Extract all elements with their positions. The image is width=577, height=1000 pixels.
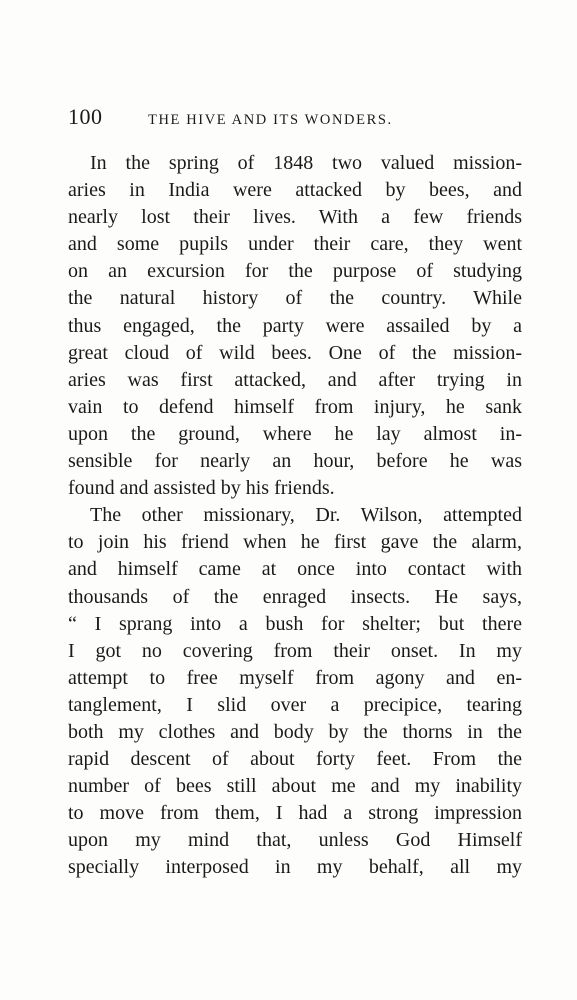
text-line: both my clothes and body by the thorns in the bbox=[68, 720, 522, 743]
body-text bbox=[68, 150, 522, 882]
text-line: to move from them, I had a strong impression bbox=[68, 802, 522, 825]
text-line: upon my mind that, unless God Himself bbox=[68, 829, 522, 852]
page-header bbox=[68, 104, 528, 134]
text-line: vain to defend himself from injury, he sank bbox=[68, 395, 522, 418]
text-line: found and assisted by his friends. bbox=[68, 477, 335, 500]
text-line: nearly lost their lives. With a few friends bbox=[68, 206, 522, 229]
running-head: THE HIVE AND ITS WONDERS. bbox=[148, 112, 393, 128]
paragraph-1 bbox=[68, 150, 522, 502]
text-line: aries in India were attacked by bees, and bbox=[68, 179, 522, 202]
text-line: great cloud of wild bees. One of the mission- bbox=[68, 341, 522, 364]
text-line: thus engaged, the party were assailed by a bbox=[68, 314, 522, 337]
text-line: to join his friend when he first gave the alarm, bbox=[68, 531, 522, 554]
text-line: aries was first attacked, and after trying in bbox=[68, 368, 522, 391]
text-line: “ I sprang into a bush for shelter; but there bbox=[68, 612, 522, 635]
text-line: sensible for nearly an hour, before he was bbox=[68, 450, 522, 473]
text-line: on an excursion for the purpose of studying bbox=[68, 260, 522, 283]
text-line: rapid descent of about forty feet. From the bbox=[68, 748, 522, 771]
text-line: and some pupils under their care, they went bbox=[68, 233, 522, 256]
text-line: the natural history of the country. While bbox=[68, 287, 522, 310]
text-line: thousands of the enraged insects. He says, bbox=[68, 585, 522, 608]
text-line: specially interposed in my behalf, all my bbox=[68, 856, 522, 879]
text-line: In the spring of 1848 two valued mission- bbox=[90, 152, 522, 174]
text-line: The other missionary, Dr. Wilson, attempted bbox=[90, 504, 522, 527]
text-line: tanglement, I slid over a precipice, tearing bbox=[68, 693, 522, 716]
text-line: I got no covering from their onset. In my bbox=[68, 639, 522, 662]
paragraph-2 bbox=[68, 502, 522, 881]
text-line: number of bees still about me and my inability bbox=[68, 775, 522, 798]
page-number: 100 bbox=[68, 104, 103, 129]
text-line: and himself came at once into contact with bbox=[68, 558, 522, 581]
text-line: attempt to free myself from agony and en- bbox=[68, 666, 522, 689]
text-line: upon the ground, where he lay almost in- bbox=[68, 422, 522, 445]
